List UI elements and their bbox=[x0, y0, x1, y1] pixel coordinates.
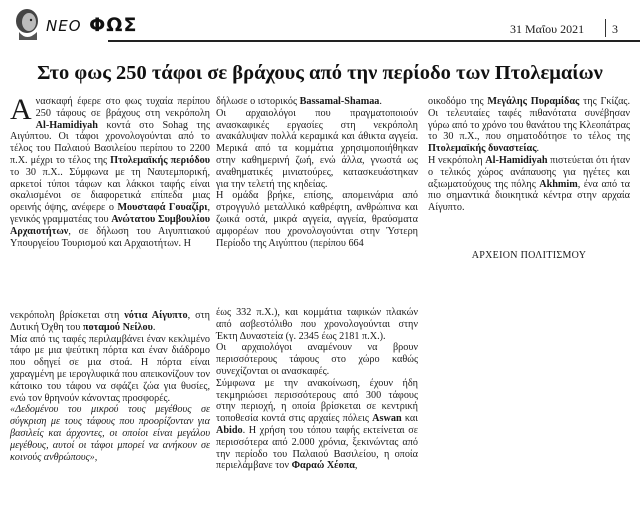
masthead-rule bbox=[108, 40, 640, 42]
paragraph bbox=[10, 310, 210, 334]
quote-paragraph: «Δεδομένου του μικρού τους μεγέθους σε σύγκριση με τους τάφους που προορίζονταν για βασιλείς και άρχοντες, οι οποίοι είναι μεγάλου μεγέθους, αυτοί οι τάφοι μπορεί να ανήκουν σε κοινούς ανθρώπους», bbox=[10, 404, 210, 463]
text-run: . Η χρήση του τόπου ταφής εκτείνεται σε περισσότερα από 2.000 χρόνια, ξεκινώντας από την περίοδο του Παλαιού Βασιλείου, η οποία περιελάμβανε τον bbox=[216, 424, 418, 472]
brand-word-2: ΦΩΣ bbox=[89, 14, 138, 36]
bold-text: Ανώτατου Συμβουλίου Αρχαιοτήτων bbox=[10, 213, 210, 237]
text-run: . bbox=[379, 96, 382, 107]
paragraph bbox=[10, 93, 210, 249]
paragraph: Η ομάδα βρήκε, επίσης, απομεινάρια από στρογγυλό μεταλλικό καθρέφτη, ανθρώπινα και ζωικά οστά, μικρά αγγεία, αγγεία, θραύσματα αμφορέων που χρονολογούνται στην Ύστερη Περίοδο της Αιγύπτου (περίπου 664 bbox=[216, 190, 418, 249]
bold-text: Al-Hamidiyah bbox=[35, 119, 98, 131]
text-run: νασκαφή έφερε στο φως τυχαία περίπου 250 τάφους σε βράχους στη νεκρόπολη bbox=[35, 96, 210, 119]
page-number: 3 bbox=[612, 22, 618, 36]
brand-word-1: ΝΕΟ bbox=[46, 17, 82, 35]
article-column-2 bbox=[216, 96, 418, 249]
bold-text: Aswan bbox=[372, 413, 402, 425]
text-run: και bbox=[401, 413, 418, 425]
article-headline: Στο φως 250 τάφοι σε βράχους από την περίοδο των Πτολεμαίων bbox=[37, 62, 603, 84]
text-run: κοντά στο Sohag της Αιγύπτου. Οι τάφοι χρονολογούνται από το τέλος του Παλαιού Βασιλείου περίπου το 2200 π.Χ. μέχρι το τέλος της bbox=[10, 119, 210, 166]
paragraph: Οι αρχαιολόγοι αναμένουν να βρουν περισσότερους τάφους στο χώρο καθώς συνεχίζονται οι ανασκαφές. bbox=[216, 342, 418, 377]
bold-text: Φαραώ Χέοπα bbox=[291, 460, 355, 472]
text-run: , γενικός γραμματέας του bbox=[10, 202, 210, 225]
paragraph bbox=[216, 378, 418, 472]
text-run: . bbox=[152, 321, 156, 333]
masthead bbox=[0, 0, 640, 46]
paragraph bbox=[216, 96, 418, 108]
bold-text: Πτολεμαϊκής δυναστείας bbox=[428, 143, 537, 155]
paragraph: Μία από τις ταφές περιλαμβάνει έναν κεκλιμένο τάφο με μια ψεύτικη πόρτα και έναν διάδρομο που οδηγεί σε μια στοά. Η πόρτα είναι χαραγμένη με ιερογλυφικά που απεικονίζουν τον κάτοικο του τάφου να σφάζει ζώα για θυσίες, ενώ τον θρηνούν κάνοντας προσφορές. bbox=[10, 333, 210, 404]
bold-text: Akhmim bbox=[539, 178, 578, 190]
text-run: νεκρόπολη βρίσκεται στη bbox=[10, 310, 125, 321]
paragraph: Οι αρχαιολόγοι που πραγματοποιούν ανασκαφικές εργασίες στη νεκρόπολη ανακάλυψαν πολλά κεραμικά και άθικτα αγγεία. Μερικά από τα κομμάτια χρησιμοποιήθηκαν στην καθημερινή ζωή, ενώ άλλα, γνωστά ως αναθηματικές μινιατούρες, κατασκευάστηκαν για την τελετή της κηδείας. bbox=[216, 107, 418, 190]
bold-text: Abido bbox=[216, 424, 243, 436]
bold-text: Bassamal-Shamaa bbox=[299, 96, 380, 107]
newspaper-brand bbox=[46, 14, 137, 36]
article-column-2-lower bbox=[216, 307, 418, 472]
issue-date: 31 Μαΐου 2021 bbox=[510, 22, 585, 36]
paragraph bbox=[428, 96, 630, 155]
drop-cap: Α bbox=[10, 93, 32, 126]
text-run: , bbox=[354, 460, 358, 472]
bold-text: ποταμού Νείλου bbox=[82, 321, 153, 333]
philosopher-head-logo-icon bbox=[10, 6, 44, 42]
article-column-1-lower bbox=[10, 310, 210, 463]
article-column-1 bbox=[10, 93, 210, 249]
photo-credit: ΑΡΧΕΙΟΝ ΠΟΛΙΤΙΣΜΟΥ bbox=[471, 250, 587, 261]
divider bbox=[605, 19, 606, 37]
bold-text: Πτολεμαϊκής περιόδου bbox=[110, 154, 210, 166]
bold-text: νότια Αίγυπτο bbox=[124, 310, 188, 321]
bold-text: Μουσταφά Γουαζίρι bbox=[117, 202, 208, 214]
bold-text: Al-Hamidiyah bbox=[485, 154, 548, 166]
paragraph bbox=[428, 155, 630, 214]
text-run: . bbox=[536, 143, 540, 155]
bold-text: Μεγάλης Πυραμίδας bbox=[487, 96, 580, 107]
text-run: το 30 π.Χ.. Σύμφωνα με τη Ναυτεμπορική, αρκετοί τύποι τάφων και λάκκοι ταφής είναι σκαλισμένοι σε διαφορετικά επίπεδα μιας ορεινής όψης, ανέφερε ο bbox=[10, 166, 210, 214]
text-run: , ένα από τα πιο σημαντικά διοικητικά κέντρα στην αρχαία Αίγυπτο. bbox=[428, 178, 631, 214]
article-column-3 bbox=[428, 96, 630, 214]
text-run: , στη Δυτική Όχθη του bbox=[10, 310, 210, 333]
text-run: οικοδόμο της bbox=[428, 96, 488, 107]
text-run: Σύμφωνα με την ανακοίνωση, έχουν ήδη τεκμηριώσει περισσότερους από 300 τάφους στην περιοχή, η οποία βρίσκεται σε κεντρική τοποθεσία κοντά στις αρχαίες πόλεις bbox=[216, 377, 418, 425]
text-run: δήλωσε ο ιστορικός bbox=[216, 96, 300, 107]
text-run: πιστεύεται ότι ήταν ο τελικός χώρος ανάπαυσης για ηγέτες και αξιωματούχους της πόλης bbox=[428, 154, 630, 190]
text-run: Η νεκρόπολη bbox=[428, 154, 486, 166]
text-run: , σε δήλωση του Αιγυπτιακού Υπουργείου Τουρισμού και Αρχαιοτήτων. Η bbox=[10, 225, 210, 249]
paragraph: έως 332 π.Χ.), και κομμάτια ταφικών πλακών από ασβεστόλιθο που χρονολογούνται στην Έκτη Δυναστεία (γ. 2345 έως 2181 π.Χ.). bbox=[216, 307, 418, 342]
text-run: της Γκίζας. Οι τελευταίες ταφές πιθανότατα συνέβησαν γύρω από το χρόνο του θανάτου της Κλεοπάτρας το 30 π.Χ., που σηματοδότησε το τέλος της bbox=[428, 96, 630, 143]
